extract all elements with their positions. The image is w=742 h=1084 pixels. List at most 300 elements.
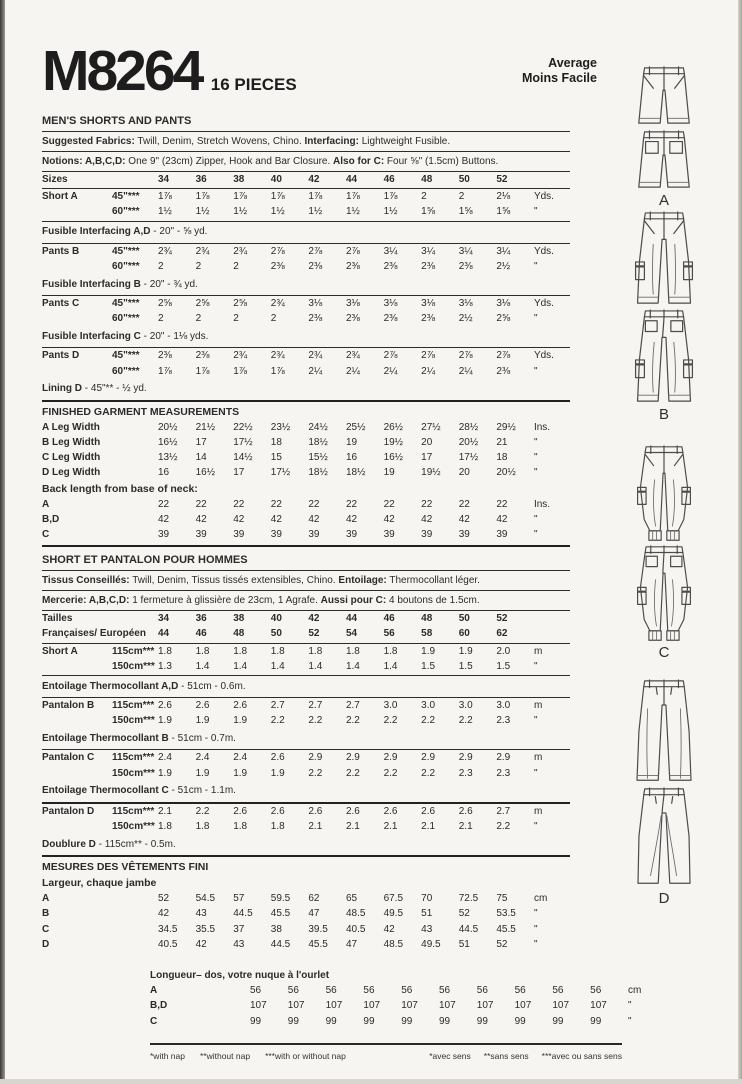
size-row-label: Françaises/ Européen: [42, 628, 146, 640]
yardage-value: 3¼: [496, 245, 511, 257]
measurement-value: 24½: [308, 421, 328, 433]
measurement-value: 59.5: [270, 893, 291, 905]
largeur-title: Largeur, chaque jambe: [42, 877, 157, 890]
measurement-row: [42, 465, 570, 480]
fabrics-text: Twill, Denim, Stretch Wovens, Chino.: [134, 135, 305, 147]
notions-text: One 9" (23cm) Zipper, Hook and Bar Closure.: [125, 155, 334, 167]
pants-d-front-illustration: [614, 678, 714, 786]
measurement-value: 42: [383, 513, 395, 525]
yardage-row: [42, 348, 570, 363]
measurement-value: 16: [158, 467, 170, 479]
measurement-row: [42, 527, 570, 542]
yardage-value: 1.8: [158, 645, 172, 657]
measurement-value: 38: [270, 923, 282, 935]
yardage-value: 2.9: [458, 752, 473, 764]
yardage-value: 2: [421, 191, 427, 203]
measurement-value: 42: [345, 513, 358, 525]
measurement-value: 56: [514, 985, 526, 997]
yardage-value: 2.2: [383, 767, 398, 779]
unit-cell: m: [533, 700, 543, 712]
measurement-value: 99: [287, 1015, 299, 1027]
interfacing-note: [42, 728, 570, 750]
unit-cell: ": [533, 206, 538, 218]
yardage-value: 2.7: [270, 700, 285, 712]
size-value: 42: [308, 174, 320, 185]
unit-cell: ": [533, 260, 538, 272]
shorts-a-back-illustration: [614, 128, 714, 192]
yardage-value: 2⅝: [233, 298, 248, 310]
note-text: - 115cm** - 0.5m.: [95, 838, 176, 850]
measurement-value: 26½: [383, 421, 404, 433]
measurement-value: 17½: [233, 437, 253, 449]
yardage-value: 2.4: [195, 752, 210, 764]
measurement-value: 39.5: [308, 923, 328, 935]
garment-label: Pantalon C: [42, 752, 95, 764]
measurement-value: 42: [158, 908, 170, 920]
yardage-value: 1⅞: [158, 191, 172, 203]
unit-cell: ": [533, 452, 538, 464]
footnote-sans-sens: **sans sens: [483, 1050, 529, 1061]
note-text: - 51cm - 0.7m.: [168, 732, 236, 744]
yardage-value: 2⅜: [383, 313, 398, 325]
yardage-value: 2⅜: [270, 260, 285, 272]
measurement-row: [150, 1014, 712, 1029]
measurement-value: 13½: [158, 452, 178, 464]
measurement-value: 45.5: [496, 923, 516, 935]
yardage-value: 2⅜: [308, 260, 323, 272]
size-value: 46: [383, 613, 395, 625]
garment-label: Pants C: [42, 298, 80, 310]
measurement-value: 39: [308, 529, 320, 541]
yardage-value: 2.6: [383, 805, 398, 817]
unit-cell: ": [533, 767, 538, 779]
measurement-value: 39: [158, 529, 170, 541]
yardage-value: 2½: [496, 260, 511, 272]
measurement-value: 52: [458, 908, 470, 920]
size-row-label: Sizes: [42, 174, 68, 185]
mercerie-label-c: Aussi pour C:: [320, 594, 387, 606]
measurement-value: 42: [195, 938, 207, 950]
measurement-value: 39: [383, 529, 395, 541]
french-yardage-table: [42, 611, 570, 857]
measurement-value: 44.5: [233, 908, 253, 920]
unit-cell: ": [533, 660, 538, 672]
measurement-value: 56: [552, 985, 564, 997]
yardage-value: 3¼: [421, 245, 436, 257]
garment-label: Short A: [42, 191, 78, 203]
yardage-value: 2⅞: [496, 350, 511, 362]
pants-c-front-illustration: [614, 444, 714, 544]
unit-cell: cm: [533, 893, 548, 905]
measurement-value: 20½: [496, 467, 516, 479]
yardage-value: 2.2: [496, 821, 511, 833]
yardage-value: 2.1: [158, 805, 172, 817]
measurement-value: 107: [476, 1000, 494, 1012]
garment-label: Pants B: [42, 245, 80, 257]
back-length-title: Back length from base of neck:: [42, 482, 198, 495]
note-label: Entoilage Thermocollant A,D: [42, 680, 179, 692]
yardage-value: 2.6: [345, 805, 360, 817]
measurement-value: 19½: [421, 467, 441, 479]
measurement-label: C: [150, 1015, 158, 1027]
yardage-value: 2.2: [421, 767, 436, 779]
measurement-value: 20: [421, 437, 433, 449]
yardage-value: 1.8: [345, 645, 360, 657]
yardage-value: 2.1: [345, 821, 360, 833]
yardage-value: 2.1: [383, 821, 398, 833]
yardage-value: 1.9: [195, 715, 210, 727]
fabrics-label: Suggested Fabrics:: [42, 135, 135, 147]
measurement-value: 21: [496, 437, 508, 449]
measurement-value: 22: [496, 498, 508, 510]
yardage-value: 1.9: [233, 767, 248, 779]
measurement-value: 107: [250, 1000, 267, 1012]
yardage-value: 1⅝: [421, 206, 436, 218]
yardage-value: 1⅞: [158, 365, 172, 377]
yardage-value: 2¼: [421, 365, 436, 377]
scan-edge-left: [0, 0, 5, 1084]
footnote-avec-sens: *avec sens: [429, 1050, 471, 1061]
yardage-value: 2.6: [233, 805, 248, 817]
yardage-value: 2⅞: [345, 245, 360, 257]
note-label: Fusible Interfacing C: [42, 330, 141, 342]
yardage-row: [42, 713, 570, 728]
unit-cell: ": [533, 938, 538, 950]
size-value: 56: [383, 628, 395, 640]
measurement-value: 22: [421, 498, 433, 510]
measurement-value: 99: [552, 1015, 564, 1027]
shorts-a-front-illustration: [614, 64, 714, 128]
yardage-value: 1½: [270, 206, 285, 218]
yardage-value: 2⅜: [195, 350, 210, 362]
interfacing-note: [42, 781, 570, 804]
measurement-value: 67.5: [383, 893, 404, 905]
yardage-value: 2⅝: [158, 298, 172, 310]
size-value: 50: [458, 613, 470, 625]
yardage-value: 1⅞: [195, 365, 210, 377]
measurement-value: 42: [195, 513, 207, 525]
yardage-value: 2.6: [308, 805, 323, 817]
back-length-table: [42, 497, 570, 548]
measurement-value: 57: [233, 893, 245, 905]
measurement-value: 23½: [270, 421, 291, 433]
yardage-value: 1⅞: [270, 365, 285, 377]
yardage-value: 2⅜: [421, 313, 436, 325]
yardage-value: 1.3: [158, 660, 172, 672]
measurement-value: 99: [363, 1015, 375, 1027]
size-header-row: [42, 626, 570, 643]
yardage-value: 1.9: [458, 645, 473, 657]
fabric-width-spec: 45"***: [112, 298, 140, 310]
tissus-label: Tissus Conseillés:: [42, 574, 130, 586]
yardage-value: 1⅞: [270, 191, 285, 203]
yardage-value: 2.7: [308, 700, 323, 712]
english-yardage-table: [42, 172, 570, 402]
yardage-value: 1.8: [270, 645, 285, 657]
measurement-value: 43: [233, 938, 245, 950]
longueur-table: [150, 983, 712, 1029]
footnote-without-nap: **without nap: [199, 1050, 251, 1061]
mercerie-line: [42, 591, 570, 611]
yardage-value: 2⅝: [195, 298, 210, 310]
measurement-value: 22: [308, 498, 320, 510]
yardage-value: 2.2: [345, 715, 360, 727]
fabric-width-spec: 60"***: [112, 365, 140, 377]
measurement-value: 42: [458, 513, 470, 525]
measurement-value: 21½: [195, 421, 216, 433]
measurement-value: 35.5: [195, 923, 216, 935]
yardage-row: [42, 244, 570, 259]
measurement-value: 20½: [158, 421, 178, 433]
yardage-value: 2.9: [383, 752, 398, 764]
size-value: 48: [233, 628, 245, 640]
yardage-row: [42, 804, 570, 819]
fabric-width-spec: 115cm***: [112, 805, 155, 817]
measurement-value: 72.5: [458, 893, 479, 905]
measurement-value: 49.5: [383, 908, 404, 920]
yardage-value: 3.0: [496, 700, 511, 712]
yardage-value: 2¾: [308, 350, 323, 362]
yardage-value: 2¾: [270, 350, 285, 362]
measurement-value: 107: [590, 1000, 607, 1012]
interfacing-note: [42, 326, 570, 348]
unit-cell: Yds.: [533, 350, 554, 362]
yardage-value: 1.9: [233, 715, 248, 727]
measurement-row: [42, 906, 570, 921]
measurement-row: [42, 435, 570, 450]
yardage-value: 2¾: [233, 350, 248, 362]
measurement-value: 51: [458, 938, 470, 950]
yardage-value: 1⅞: [383, 191, 398, 203]
footnotes-english: [150, 1051, 346, 1061]
size-value: 40: [270, 613, 282, 625]
size-header-row: [42, 611, 570, 626]
yardage-value: 2⅞: [270, 245, 285, 257]
unit-cell: ": [533, 437, 538, 449]
yardage-value: 3⅛: [383, 298, 398, 310]
fabric-width-spec: 45"***: [112, 245, 140, 257]
measurement-label: B,D: [150, 1000, 168, 1012]
measurement-value: 56: [401, 985, 413, 997]
pants-b-back-illustration: [614, 308, 714, 406]
measurement-value: 16½: [158, 437, 178, 449]
size-value: 52: [496, 613, 508, 625]
yardage-value: 3.0: [421, 700, 436, 712]
yardage-value: 2⅝: [496, 313, 511, 325]
yardage-value: 2⅜: [496, 365, 511, 377]
measurement-value: 25½: [345, 421, 366, 433]
yardage-value: 1⅞: [195, 191, 210, 203]
measurement-value: 39: [270, 529, 282, 541]
yardage-value: 1.8: [195, 821, 210, 833]
view-c-label: C: [658, 644, 670, 661]
measurement-value: 22: [233, 498, 245, 510]
pants-b-front-illustration: [614, 210, 714, 308]
measurement-value: 56: [590, 985, 602, 997]
yardage-value: 2⅜: [421, 260, 436, 272]
measurement-value: 22: [383, 498, 395, 510]
unit-cell: m: [533, 752, 543, 764]
size-value: 44: [345, 174, 358, 185]
yardage-value: 2: [270, 313, 277, 325]
entoilage-text: Thermocollant léger.: [386, 574, 480, 586]
footnote-with-or-without-nap: ***with or without nap: [265, 1050, 346, 1061]
measurement-label: B Leg Width: [42, 437, 101, 449]
measurement-value: 42: [158, 513, 170, 525]
measurement-value: 42: [233, 513, 245, 525]
size-value: 50: [458, 174, 470, 185]
garment-label: Short A: [42, 645, 78, 657]
yardage-value: 1⅞: [308, 191, 323, 203]
yardage-value: 1½: [158, 206, 172, 218]
suggested-fabrics-line: [42, 132, 570, 152]
note-label: Fusible Interfacing B: [42, 278, 141, 290]
yardage-value: 2¼: [383, 365, 398, 377]
measurement-value: 99: [438, 1015, 451, 1027]
tissus-line: [42, 571, 570, 591]
yardage-value: 2¼: [458, 365, 473, 377]
interfacing-label: Interfacing:: [304, 135, 359, 147]
measurement-value: 43: [421, 923, 433, 935]
measurement-row: [42, 937, 570, 952]
yardage-value: 2.4: [158, 752, 172, 764]
finished-measurements-title: FINISHED GARMENT MEASUREMENTS: [42, 405, 240, 418]
measurement-value: 56: [438, 985, 451, 997]
yardage-value: 1.5: [458, 660, 473, 672]
measurement-value: 14: [195, 452, 207, 464]
unit-cell: Yds.: [533, 191, 554, 203]
measurement-label: C Leg Width: [42, 452, 101, 464]
garment-label: Pantalon D: [42, 805, 95, 817]
measurement-value: 56: [250, 985, 262, 997]
yardage-value: 2⅜: [308, 313, 323, 325]
yardage-value: 2: [158, 313, 164, 325]
measurement-value: 27½: [421, 421, 441, 433]
measurement-value: 40.5: [158, 938, 178, 950]
yardage-value: 2.4: [233, 752, 248, 764]
size-value: 62: [496, 628, 508, 640]
yardage-value: 1.8: [308, 645, 323, 657]
measurement-value: 99: [325, 1015, 337, 1027]
difficulty-english: Average: [548, 56, 597, 70]
fabric-width-spec: 150cm***: [112, 660, 155, 672]
size-value: 48: [421, 613, 433, 625]
yardage-row: [42, 698, 570, 713]
measurement-value: 18½: [308, 437, 328, 449]
unit-cell: ": [533, 821, 538, 833]
measurement-value: 20½: [458, 437, 479, 449]
measurement-value: 47: [308, 908, 320, 920]
measurement-value: 56: [325, 985, 337, 997]
measurement-value: 99: [590, 1015, 602, 1027]
measurement-label: A: [42, 498, 50, 510]
yardage-value: 1.9: [270, 767, 285, 779]
footnote-with-nap: *with nap: [150, 1050, 185, 1061]
yardage-value: 2⅜: [383, 260, 398, 272]
view-d: [588, 678, 740, 908]
yardage-value: 1.5: [421, 660, 436, 672]
size-header-row: [42, 172, 570, 189]
unit-cell: Yds.: [533, 245, 554, 257]
measurement-value: 22: [195, 498, 207, 510]
size-value: 58: [421, 628, 433, 640]
measurement-value: 17½: [458, 452, 479, 464]
measurement-label: A: [150, 985, 158, 997]
yardage-value: 2.9: [345, 752, 360, 764]
yardage-value: 1.8: [233, 821, 248, 833]
yardage-value: 3⅛: [458, 298, 473, 310]
fabric-width-spec: 150cm***: [112, 821, 155, 833]
yardage-value: 2.0: [496, 645, 511, 657]
notions-label: Notions: A,B,C,D:: [42, 155, 126, 167]
yardage-row: [42, 766, 570, 781]
yardage-value: 2: [158, 260, 164, 272]
size-value: 54: [345, 628, 358, 640]
yardage-value: 2.6: [158, 700, 172, 712]
fabric-width-spec: 115cm***: [112, 645, 155, 657]
yardage-value: 2.6: [458, 805, 473, 817]
view-c: [588, 444, 740, 662]
note-label: Lining D: [42, 383, 82, 395]
view-a: [588, 64, 740, 210]
measurement-value: 42: [421, 513, 433, 525]
finished-measurements-table: [42, 420, 570, 481]
measurement-value: 44.5: [270, 938, 291, 950]
fabric-width-spec: 150cm***: [112, 715, 155, 727]
measurement-row: [42, 420, 570, 435]
size-value: 34: [158, 174, 170, 185]
measurement-row: [42, 891, 570, 906]
measurement-value: 17: [233, 467, 245, 479]
yardage-value: 2.2: [458, 715, 473, 727]
measurement-value: 16: [345, 452, 358, 464]
yardage-value: 1.8: [158, 821, 172, 833]
measurement-value: 22: [270, 498, 282, 510]
yardage-value: 1.4: [345, 660, 360, 672]
measurement-value: 53.5: [496, 908, 516, 920]
measurement-label: C: [42, 923, 50, 935]
yardage-value: 2: [458, 191, 465, 203]
yardage-value: 1½: [308, 206, 323, 218]
size-value: 36: [195, 613, 207, 625]
mercerie-text-c: 4 boutons de 1.5cm.: [386, 594, 480, 606]
unit-cell: ": [627, 1000, 632, 1012]
yardage-value: 2¾: [345, 350, 360, 362]
measurement-value: 18: [496, 452, 508, 464]
yardage-value: 2.1: [421, 821, 436, 833]
measurement-value: 28½: [458, 421, 479, 433]
view-a-label: A: [658, 192, 669, 209]
notions-line: [42, 152, 570, 172]
yardage-value: 2⅞: [383, 350, 398, 362]
mercerie-text: 1 fermeture à glissière de 23cm, 1 Agrafe.: [129, 594, 321, 606]
yardage-value: 1.4: [383, 660, 398, 672]
yardage-value: 1⅞: [233, 365, 248, 377]
measurement-value: 54.5: [195, 893, 216, 905]
yardage-value: 3.0: [458, 700, 473, 712]
unit-cell: ": [533, 365, 538, 377]
note-text: - 20" - ⅝ yd.: [150, 226, 208, 238]
measurement-value: 56: [363, 985, 375, 997]
measurement-value: 19: [383, 467, 395, 479]
note-text: - 51cm - 0.6m.: [178, 680, 246, 692]
measurement-value: 107: [287, 1000, 305, 1012]
measurement-value: 39: [195, 529, 207, 541]
measurement-value: 45.5: [270, 908, 291, 920]
mesures-title: MESURES DES VÊTEMENTS FINI: [42, 861, 209, 874]
yardage-row: [42, 204, 570, 221]
measurement-value: 45.5: [308, 938, 328, 950]
